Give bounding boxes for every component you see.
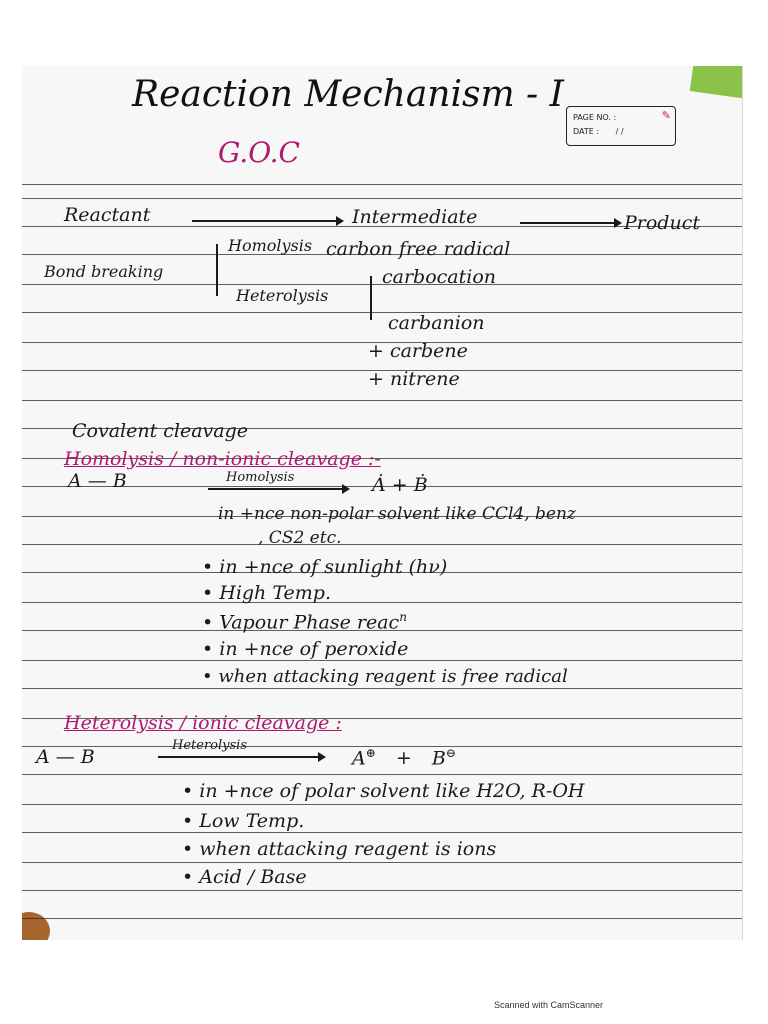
homolysis-point: • Vapour Phase reac [202,611,400,634]
homolysis-arrow-label: Homolysis [226,470,295,485]
notebook-page [22,66,743,940]
page-subtitle: G.O.C [218,136,300,169]
bracket-icon [370,276,372,320]
heterolysis-point: • in +nce of polar solvent like H2O, R-OH [182,780,585,802]
homolysis-reactant: A — B [68,470,127,492]
intermediate-label: Intermediate [352,206,478,228]
reactant-label: Reactant [64,204,151,226]
arrow-icon [208,488,348,490]
arrow-icon [192,220,342,222]
heterolysis-arrow-label: Heterolysis [172,738,247,753]
homolysis-products: Ȧ + Ḃ [372,474,428,496]
heterolysis-products [352,746,456,769]
stamp-date-label: DATE : [573,127,600,136]
heterolysis-branch: Heterolysis [236,286,329,305]
green-corner-decoration [690,66,743,101]
nitrene-label: + nitrene [368,368,460,390]
homolysis-point: , CS2 etc. [258,528,342,548]
heterolysis-subheading: Heterolysis / ionic cleavage : [64,712,342,734]
homolysis-branch: Homolysis [228,236,313,255]
carbene-label: + carbene [368,340,468,362]
page-title: Reaction Mechanism - I [132,74,564,115]
homolysis-point: • when attacking reagent is free radical [202,666,568,687]
wood-corner-decoration [22,912,50,940]
heterolysis-reactant: A — B [36,746,95,768]
homolysis-point: in +nce non-polar solvent like CCl4, benz [218,504,576,524]
plus-charge-icon: ⊕ [365,746,376,760]
superscript: n [399,610,407,624]
minus-charge-icon: ⊖ [445,746,456,760]
stamp-date-value: / / [615,127,624,136]
homolysis-point: • in +nce of peroxide [202,638,409,660]
scanner-watermark: Scanned with CamScanner [494,1000,604,1010]
homolysis-subheading: Homolysis / non-ionic cleavage :- [64,448,381,470]
homolysis-point: • in +nce of sunlight (hν) [202,556,448,578]
arrow-icon [520,222,620,224]
carbon-free-radical-label: carbon free radical [326,238,511,260]
product-label: Product [624,212,700,234]
bracket-icon [216,244,218,296]
plus-sign: + [395,747,412,770]
covalent-cleavage-heading: Covalent cleavage [72,420,249,442]
homolysis-point-vapour [202,610,407,633]
carbocation-label: carbocation [382,266,497,288]
pen-icon: ✎ [661,109,671,122]
heterolysis-point: • when attacking reagent is ions [182,838,497,860]
heterolysis-point: • Low Temp. [182,810,305,832]
carbanion-label: carbanion [388,312,485,334]
homolysis-point: • High Temp. [202,582,331,604]
heterolysis-point: • Acid / Base [182,866,307,888]
arrow-icon [158,756,324,758]
stamp-page-label: PAGE NO. : [573,113,617,122]
anion-symbol: B [431,747,446,770]
bond-breaking-label: Bond breaking [44,262,164,281]
page-date-stamp [566,106,676,146]
cation-symbol: A [352,747,366,770]
